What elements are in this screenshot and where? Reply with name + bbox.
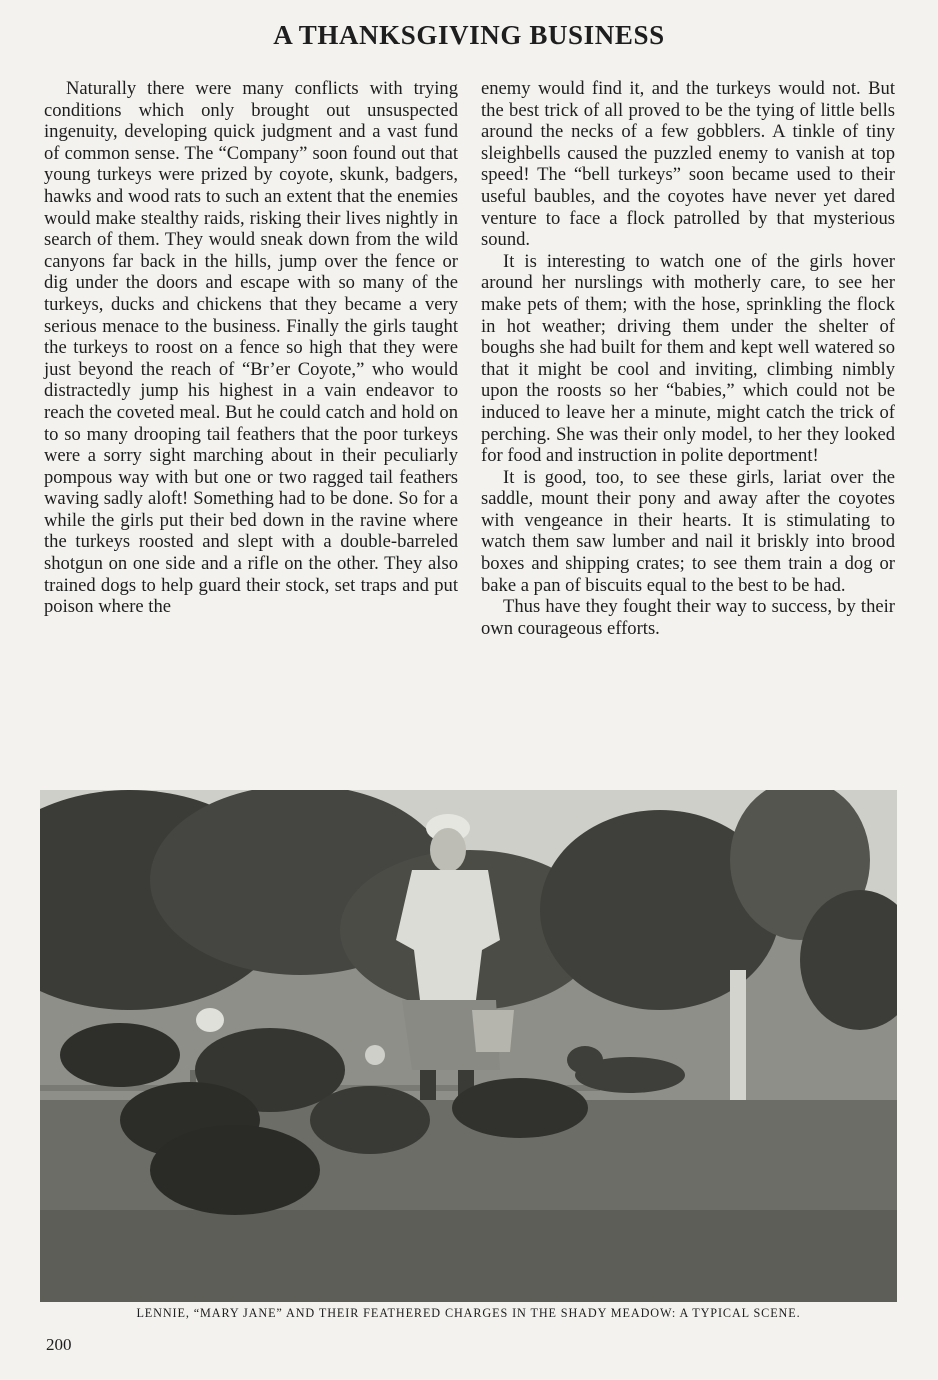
right-column	[481, 78, 895, 639]
right-paragraph-1: enemy would find it, and the turkeys would not. But the best trick of all proved to be the tying of little bells around the necks of a few gobblers. A tinkle of tiny sleighbells caused the puzzled enemy to vanish at top speed! The “bell turkeys” soon became used to their useful baubles, and the coyotes have never yet dared venture to face a flock patrolled by that mysterious sound.	[481, 78, 895, 251]
page-number: 200	[46, 1335, 72, 1354]
photograph-illustration	[40, 790, 897, 1302]
photo-caption: LENNIE, “MARY JANE” AND THEIR FEATHERED CHARGES IN THE SHADY MEADOW: A TYPICAL SCENE.	[136, 1306, 801, 1320]
meadow-photograph	[40, 790, 897, 1302]
right-paragraph-2: It is interesting to watch one of the girls hover around her nurslings with motherly care, to see her make pets of them; with the hose, sprinkling the flock in hot weather; driving them under the shelter of boughs she had built for them and kept well watered so that it might be cool and inviting, climbing nimbly upon the roosts so her “babies,” which could not be induced to leave her a minute, might catch the trick of perching. She was their only model, to her they looked for food and instruction in polite deportment!	[481, 250, 895, 467]
right-paragraph-4: Thus have they fought their way to success, by their own courageous efforts.	[481, 596, 895, 639]
left-column	[44, 78, 458, 618]
page-title: A THANKSGIVING BUSINESS	[273, 20, 665, 50]
left-paragraph-1: Naturally there were many conflicts with trying conditions which only brought out unsuspected ingenuity, developing quick judgment and a vast fund of common sense. The “Company” soon found out that young turkeys were prized by coyote, skunk, badgers, hawks and wood rats to such an extent that the enemies would make stealthy raids, risking their lives nightly in search of them. They would sneak down from the wild canyons far back in the hills, jump over the fence or dig under the doors and escape with so many of the turkeys, ducks and chickens that they became a very serious menace to the business. Finally the girls taught the turkeys to roost on a fence so high that they were just beyond the reach of “Br’er Coyote,” who would distractedly jump his highest in a vain endeavor to reach the coveted meal. But he could catch and hold on to so many drooping tail feathers that the poor turkeys were a sorry sight marching about in their peculiarly pompous way with but one or two ragged tail feathers waving sadly aloft! Something had to be done. So for a while the girls put their bed down in the ravine where the turkeys roosted and slept with a double-barreled shotgun on one side and a rifle on the other. They also trained dogs to help guard their stock, set traps and put poison where the	[44, 78, 458, 618]
right-paragraph-3: It is good, too, to see these girls, lariat over the saddle, mount their pony and away after the coyotes with vengeance in their hearts. It is stimulating to watch them saw lumber and nail it briskly into brood boxes and shipping crates; to see them train a dog or bake a pan of biscuits equal to the best to be had.	[481, 466, 895, 596]
